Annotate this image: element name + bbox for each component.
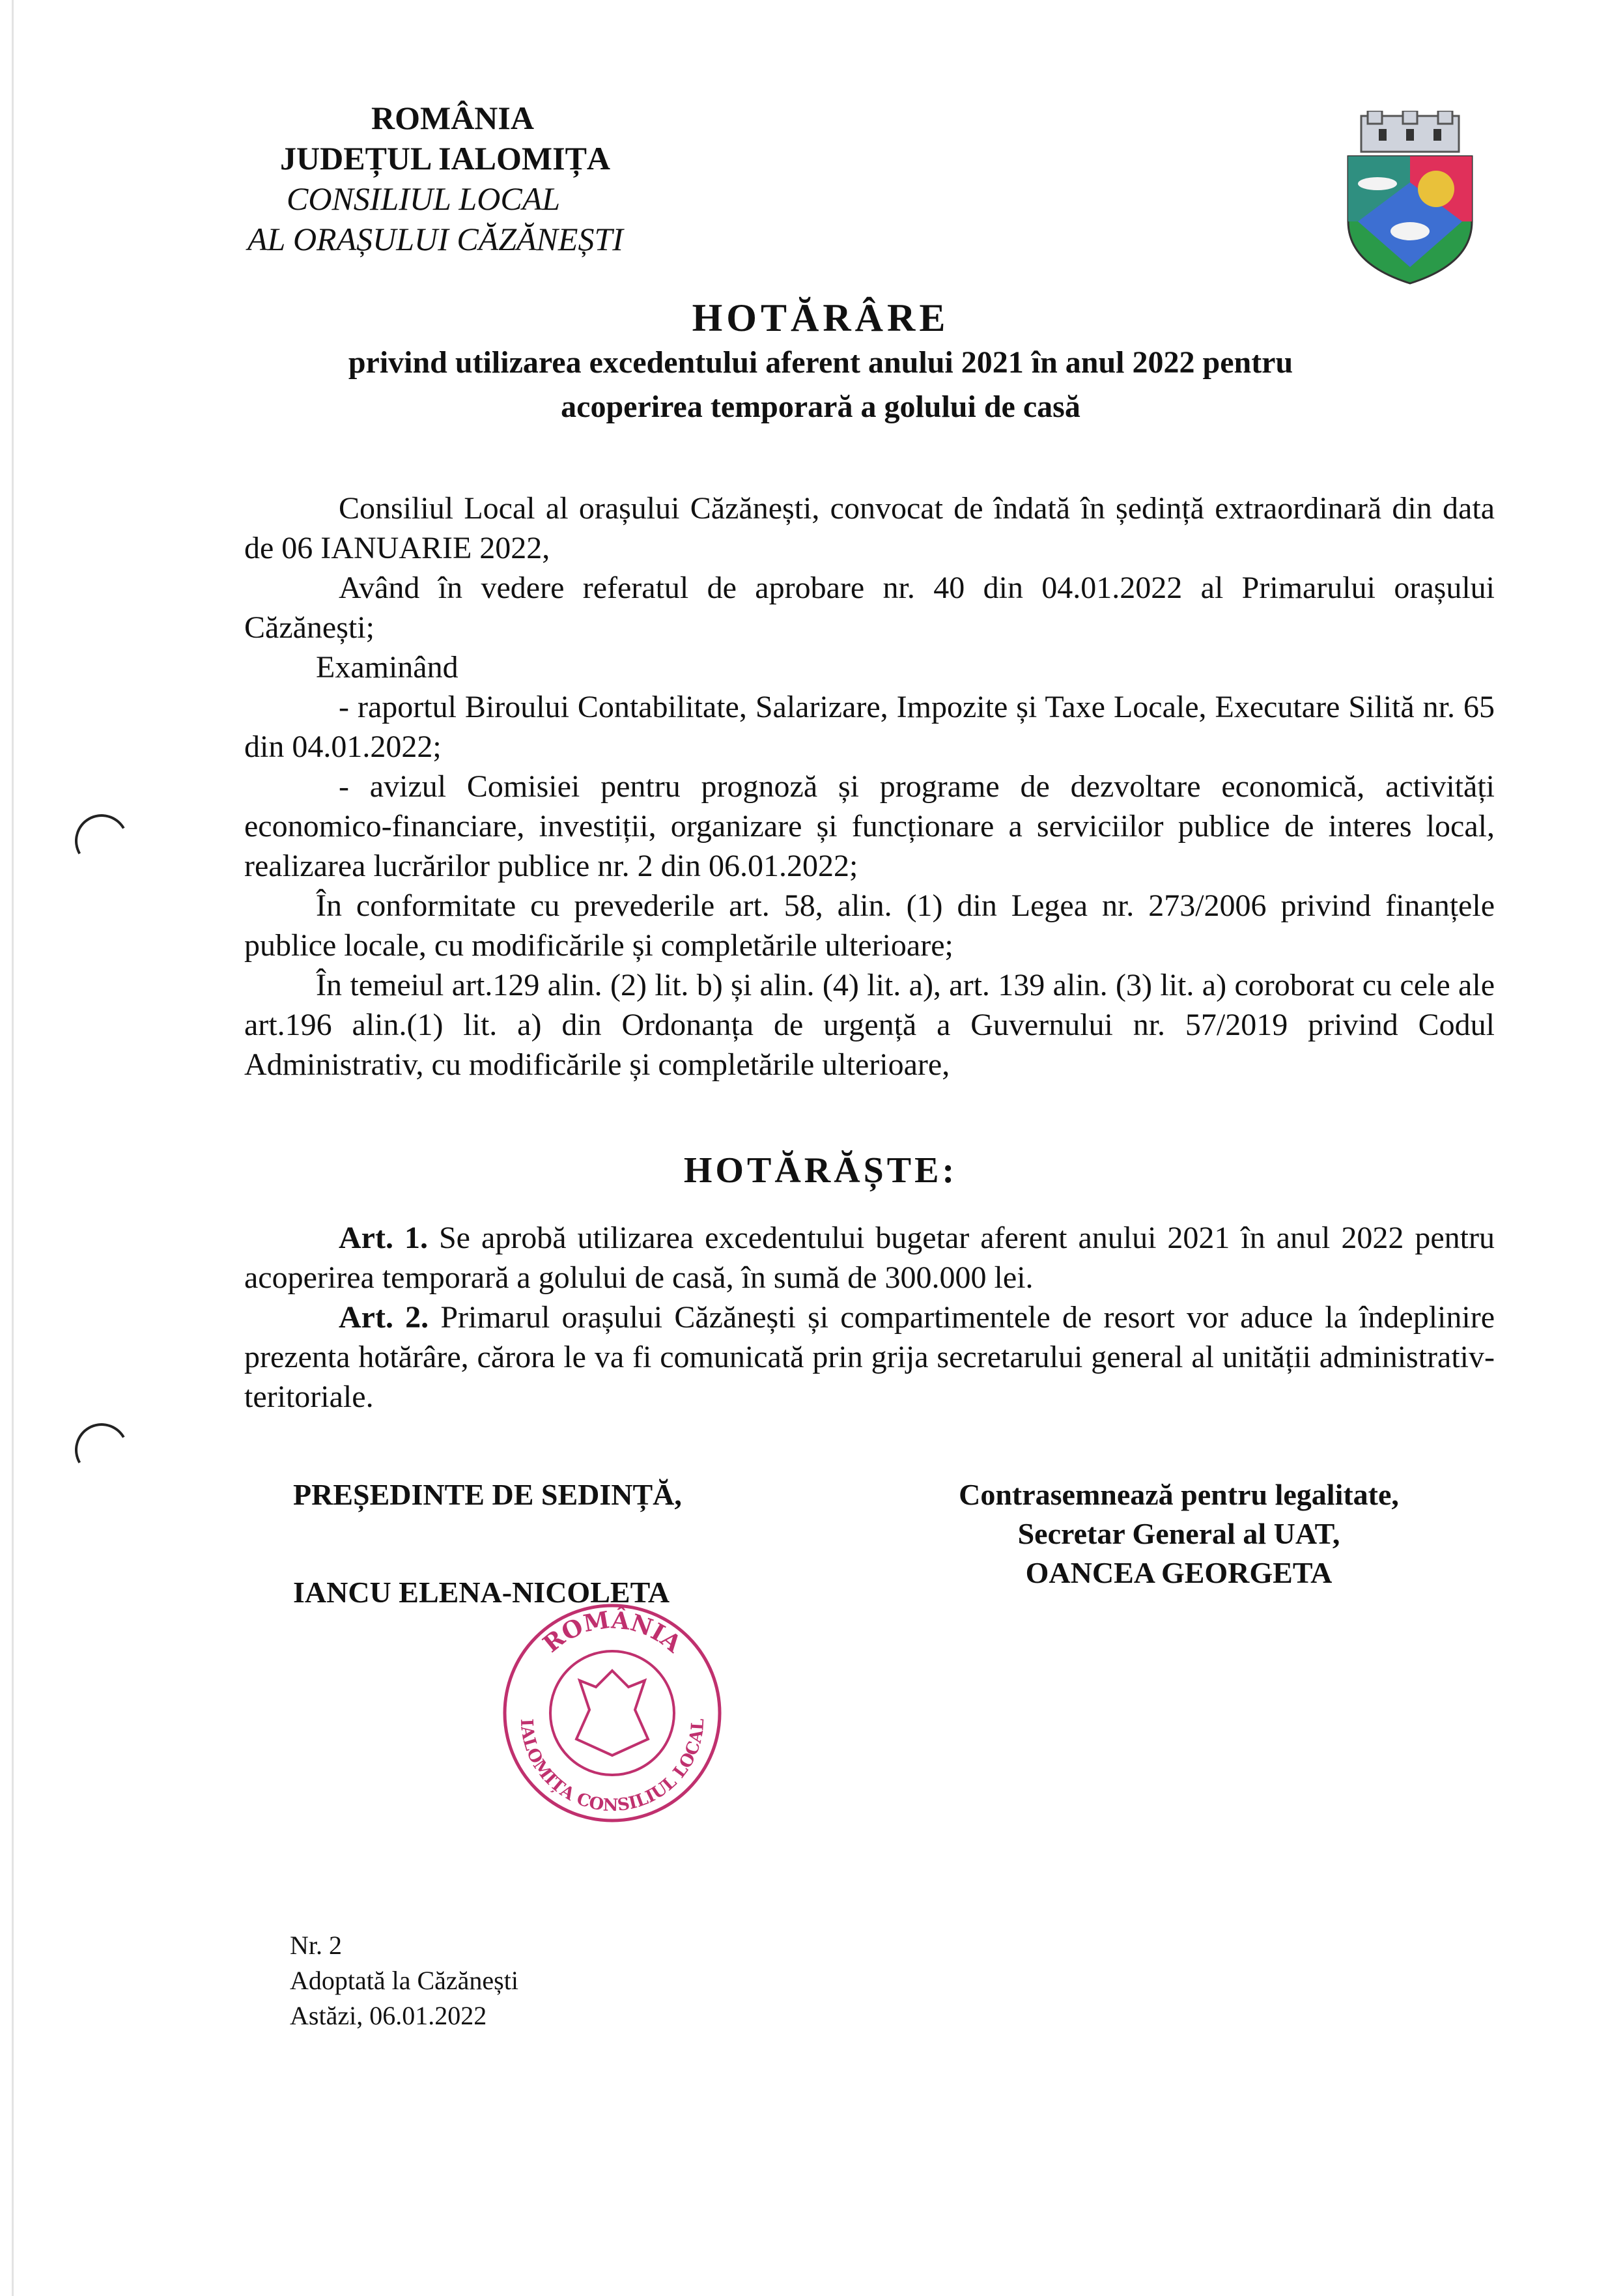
president-name: IANCU ELENA-NICOLETA — [293, 1576, 670, 1609]
header-country: ROMÂNIA — [371, 100, 534, 136]
preamble-report: - raportul Biroului Contabilitate, Salarizare, Impozite și Taxe Locale, Executare Silită nr. 65 din 04.01.2022; — [244, 690, 1495, 764]
article-1-text: Se aprobă utilizarea excedentului bugetar aferent anului 2021 în anul 2022 pentru acoperirea temporară a golului de casă, în sumă de 300.000 lei. — [244, 1221, 1495, 1295]
header-county: JUDEȚUL IALOMIȚA — [280, 140, 611, 177]
preamble-convocation: Consiliul Local al orașului Căzănești, convocat de îndată în ședință extraordinară din data de 06 IANUARIE 2022, — [244, 491, 1495, 565]
title-block — [195, 296, 1446, 428]
header-council: CONSILIUL LOCAL — [287, 180, 561, 217]
punch-hole-mark — [69, 1417, 134, 1482]
coat-of-arms-icon — [1338, 111, 1482, 287]
secretary-signature-block — [899, 1475, 1459, 1593]
preamble-referat: Având în vedere referatul de aprobare nr. 40 din 04.01.2022 al Primarului orașului Căzănești; — [244, 571, 1495, 645]
header-town: AL ORAȘULUI CĂZĂNEȘTI — [247, 221, 623, 257]
preamble-commission-opinion: - avizul Comisiei pentru prognoză și programe de dezvoltare economică, activități economico-financiare, investiții, organizare și funcționare a serviciilor publice de interes local, realizarea lucrărilor publice nr. 2 din 06.01.2022; — [244, 769, 1495, 883]
document-title: HOTĂRÂRE — [692, 296, 950, 339]
countersign-label: Contrasemnează pentru legalitate, — [959, 1478, 1399, 1511]
article-1-label: Art. 1. — [339, 1221, 428, 1255]
article-1 — [244, 1218, 1495, 1297]
articles — [244, 1218, 1495, 1417]
preamble — [244, 489, 1495, 1084]
scan-edge-line — [12, 0, 14, 2296]
preamble-authority: În temeiul art.129 alin. (2) lit. b) și alin. (4) lit. a), art. 139 alin. (3) lit. a) coroborat cu cele ale art.196 alin.(1) lit. a) din Ordonanța de urgență a Guvernului nr. 57/2019 privind Codul Administrativ, cu modificările și completările ulterioare, — [244, 968, 1495, 1082]
issuer-header — [247, 98, 742, 259]
article-2 — [244, 1297, 1495, 1417]
decision-heading: HOTĂRĂȘTE: — [683, 1150, 958, 1191]
article-2-label: Art. 2. — [339, 1300, 429, 1335]
preamble-legal-basis: În conformitate cu prevederile art. 58, alin. (1) din Legea nr. 273/2006 privind finanțele publice locale, cu modificările și completările ulterioare; — [244, 888, 1495, 963]
preamble-examining: Examinând — [316, 650, 459, 685]
secretary-name: OANCEA GEORGETA — [1025, 1556, 1333, 1589]
adoption-footer — [290, 1928, 518, 2034]
adoption-date: Astăzi, 06.01.2022 — [290, 2001, 487, 2030]
adoption-place: Adoptată la Căzănești — [290, 1966, 518, 1995]
stamp-bottom-text: IALOMIȚA CONSILIUL LOCAL — [516, 1718, 709, 1816]
article-2-text: Primarul orașului Căzănești și compartimentele de resort vor aduce la îndeplinire prezenta hotărâre, cărora le va fi comunicată prin grija secretarului general al unității administrativ-teritoriale. — [244, 1300, 1495, 1414]
president-role: PREȘEDINTE DE SEDINȚĂ, — [293, 1478, 682, 1511]
svg-text:IALOMIȚA CONSILIUL LOCAL — [516, 1718, 708, 1816]
document-subtitle-line1: privind utilizarea excedentului aferent anului 2021 în anul 2022 pentru — [348, 345, 1293, 380]
decision-number: Nr. 2 — [290, 1931, 342, 1960]
official-stamp-icon — [488, 1589, 736, 1837]
stamp-top-text: ROMÂNIA — [537, 1606, 687, 1658]
document-subtitle-line2: acoperirea temporară a golului de casă — [561, 390, 1080, 424]
punch-hole-mark — [69, 808, 134, 873]
secretary-role: Secretar General al UAT, — [1017, 1517, 1340, 1550]
